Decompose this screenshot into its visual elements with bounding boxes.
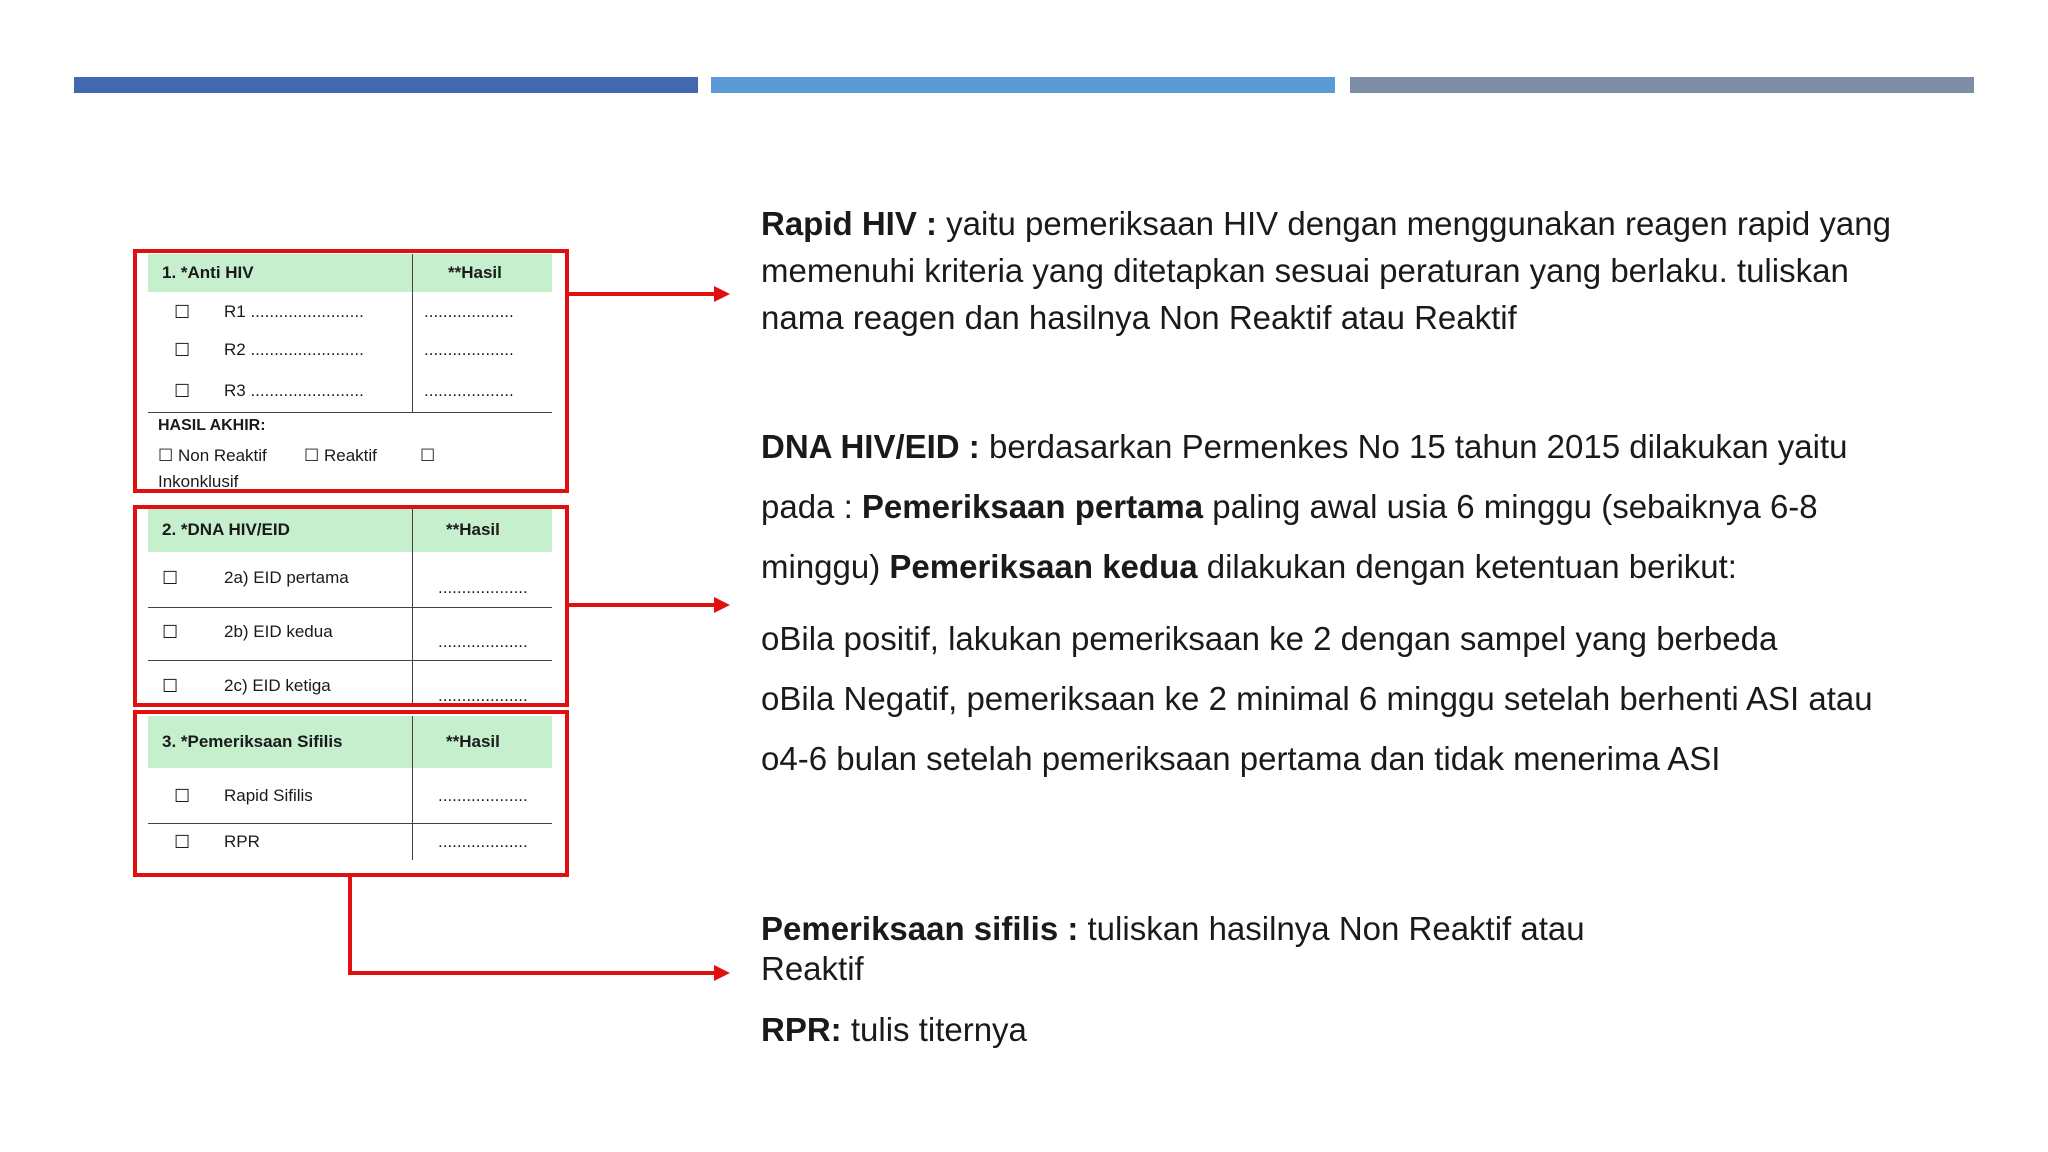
row-label: R1 ........................ xyxy=(224,302,364,321)
highlight-box-sifilis xyxy=(133,710,569,877)
sifilis-description xyxy=(761,909,1585,989)
result-header: **Hasil xyxy=(446,732,500,751)
dna-text-2a: pada : xyxy=(761,488,862,525)
checkbox-icon[interactable]: ☐ xyxy=(162,622,179,642)
dna-text-3a: minggu) xyxy=(761,548,890,585)
sifilis-title: Pemeriksaan sifilis : xyxy=(761,910,1079,947)
header-bar-dark-blue xyxy=(74,77,698,93)
row-label: 2b) EID kedua xyxy=(224,622,333,641)
dna-line-1 xyxy=(761,417,1848,477)
arrow-line-sifilis-vertical xyxy=(348,876,352,974)
final-result-text: HASIL AKHIR: xyxy=(158,417,266,434)
sifilis-line-2: Reaktif xyxy=(761,950,864,987)
section-title: 1. *Anti HIV xyxy=(162,263,254,282)
rpr-title: RPR: xyxy=(761,1011,842,1048)
result-blank: ................... xyxy=(424,302,514,321)
arrow-line-dna-hiv xyxy=(568,603,718,607)
rapid-hiv-description xyxy=(761,200,1891,341)
result-header: **Hasil xyxy=(448,263,502,282)
arrow-head-icon xyxy=(714,965,730,981)
arrow-head-icon xyxy=(714,286,730,302)
bullet-item: oBila Negatif, pemeriksaan ke 2 minimal 6 minggu setelah berhenti ASI atau xyxy=(761,680,1873,717)
option-inkonklusif-label: Inkonklusif xyxy=(158,472,239,491)
row-label: 2c) EID ketiga xyxy=(224,676,331,695)
dna-text-3c: dilakukan dengan ketentuan berikut: xyxy=(1197,548,1737,585)
bullet-item: o4-6 bulan setelah pemeriksaan pertama dan tidak menerima ASI xyxy=(761,740,1721,777)
result-blank: ................... xyxy=(438,686,528,705)
checkbox-icon[interactable]: ☐ xyxy=(162,676,179,696)
section-title: 2. *DNA HIV/EID xyxy=(162,520,290,539)
rapid-title: Rapid HIV : xyxy=(761,205,938,242)
dna-text-3b: Pemeriksaan kedua xyxy=(889,548,1198,585)
rapid-text-1: yaitu pemeriksaan HIV dengan menggunakan reagen rapid yang xyxy=(937,205,1891,242)
arrow-line-sifilis xyxy=(348,971,718,975)
result-blank: ................... xyxy=(424,340,514,359)
checkbox-icon[interactable]: ☐ xyxy=(174,832,191,852)
checkbox-icon[interactable]: ☐ xyxy=(174,302,191,322)
row-label: R2 ........................ xyxy=(224,340,364,359)
option-reaktif[interactable]: ☐ Reaktif xyxy=(304,446,377,465)
result-blank: ................... xyxy=(424,381,514,400)
highlight-box-anti-hiv xyxy=(133,249,569,493)
dna-text-2c: paling awal usia 6 minggu (sebaiknya 6-8 xyxy=(1203,488,1818,525)
row-label: 2a) EID pertama xyxy=(224,568,349,587)
dna-bullets xyxy=(761,609,1873,789)
highlight-box-dna-hiv xyxy=(133,505,569,707)
result-blank: ................... xyxy=(438,578,528,597)
sifilis-text-1: tuliskan hasilnya Non Reaktif atau xyxy=(1078,910,1585,947)
row-label: Rapid Sifilis xyxy=(224,786,313,805)
rpr-text: tulis titernya xyxy=(841,1011,1027,1048)
option-inkonklusif-checkbox[interactable]: ☐ xyxy=(420,446,436,465)
checkbox-icon[interactable]: ☐ xyxy=(174,340,191,360)
dna-line-2 xyxy=(761,477,1848,537)
row-label: R3 ........................ xyxy=(224,381,364,400)
header-bar-gray xyxy=(1350,77,1974,93)
dna-text-2b: Pemeriksaan pertama xyxy=(861,488,1204,525)
rapid-line-2: memenuhi kriteria yang ditetapkan sesuai peraturan yang berlaku. tuliskan xyxy=(761,252,1849,289)
result-blank: ................... xyxy=(438,832,528,851)
dna-title: DNA HIV/EID : xyxy=(761,428,980,465)
rapid-line-1 xyxy=(761,200,1891,247)
checkbox-icon[interactable]: ☐ xyxy=(174,381,191,401)
dna-hiv-description xyxy=(761,417,1848,597)
checkbox-icon[interactable]: ☐ xyxy=(162,568,179,588)
dna-text-1: berdasarkan Permenkes No 15 tahun 2015 dilakukan yaitu xyxy=(979,428,1848,465)
dna-line-3 xyxy=(761,537,1848,597)
result-header: **Hasil xyxy=(446,520,500,539)
rpr-description xyxy=(761,1007,1027,1053)
section-title: 3. *Pemeriksaan Sifilis xyxy=(162,732,343,751)
checkbox-icon[interactable]: ☐ xyxy=(174,786,191,806)
arrow-line-anti-hiv xyxy=(568,292,718,296)
rapid-line-3: nama reagen dan hasilnya Non Reaktif atau Reaktif xyxy=(761,299,1517,336)
row-label: RPR xyxy=(224,832,260,851)
result-blank: ................... xyxy=(438,786,528,805)
result-blank: ................... xyxy=(438,632,528,651)
sifilis-line-1 xyxy=(761,909,1585,949)
rpr-line xyxy=(761,1007,1027,1053)
option-non-reaktif[interactable]: ☐ Non Reaktif xyxy=(158,446,267,465)
arrow-head-icon xyxy=(714,597,730,613)
header-bar-light-blue xyxy=(711,77,1335,93)
bullet-item: oBila positif, lakukan pemeriksaan ke 2 dengan sampel yang berbeda xyxy=(761,620,1778,657)
